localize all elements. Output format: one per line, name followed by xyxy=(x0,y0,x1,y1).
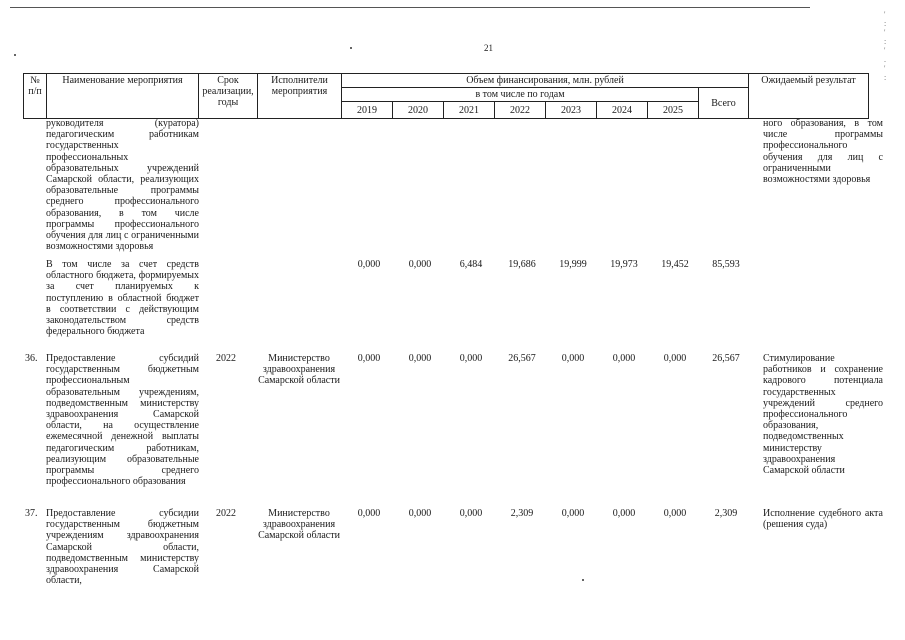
row-name: Предоставление субсидий государственным бюджетным профессиональным образовательным учреждениям, подведомственным министерству здравоохранения Самарской области, на осуществление ежемесячной денежной выплаты педагогическим работникам, реализующим образовательные программы среднего профессионального образования xyxy=(46,353,199,488)
header-total: Всего xyxy=(699,88,749,119)
row-executor: Министерство здравоохранения Самарской области xyxy=(258,508,340,542)
scan-edge-noise: ' : ' : ' . ' : xyxy=(884,10,887,82)
row-total: 26,567 xyxy=(712,353,740,364)
row-value-2021: 6,484 xyxy=(459,259,483,270)
row-result: Стимулирование работников и сохранение кадрового потенциала государственных учреждений среднего профессионального образования, подведомственных министерству здравоохранения Самарской области xyxy=(763,353,883,477)
row-value-2024: 0,000 xyxy=(612,353,636,364)
row-total: 85,593 xyxy=(712,259,740,270)
row-value-2024: 19,973 xyxy=(610,259,638,270)
row-value-2025: 19,452 xyxy=(661,259,689,270)
row-value-2023: 0,000 xyxy=(561,508,585,519)
row-value-2025: 0,000 xyxy=(663,508,687,519)
row-name: Предоставление субсидии государственным бюджетным учреждениям здравоохранения Самарской области, подведомственным министерству здравоохранения Самарской области, xyxy=(46,508,199,587)
header-name: Наименование мероприятия xyxy=(47,74,199,119)
header-result: Ожидаемый результат xyxy=(749,74,869,119)
row-value-2019: 0,000 xyxy=(357,353,381,364)
header-term: Срок реализации, годы xyxy=(199,74,258,119)
row-name: В том числе за счет средств областного бюджета, формируемых за счет планируемых к поступлению в областной бюджет в соответствии с действующим законодательством средств федерального бюджета xyxy=(46,259,199,338)
header-year: 2021 xyxy=(444,102,495,119)
scan-speck xyxy=(582,579,584,581)
row-number: 37. xyxy=(25,508,38,519)
row-value-2023: 19,999 xyxy=(559,259,587,270)
header-year: 2022 xyxy=(495,102,546,119)
row-value-2020: 0,000 xyxy=(408,508,432,519)
row-value-2021: 0,000 xyxy=(459,353,483,364)
row-result: Исполнение судебного акта (решения суда) xyxy=(763,508,883,531)
header-year: 2019 xyxy=(342,102,393,119)
row-value-2021: 0,000 xyxy=(459,508,483,519)
row-value-2025: 0,000 xyxy=(663,353,687,364)
row-value-2020: 0,000 xyxy=(408,353,432,364)
header-exec: Исполнители мероприятия xyxy=(258,74,342,119)
header-year: 2025 xyxy=(648,102,699,119)
row-total: 2,309 xyxy=(714,508,738,519)
row-result: ного образования, в том числе программы профессионального обучения для лиц с ограниченными возможностями здоровья xyxy=(763,118,883,186)
row-value-2024: 0,000 xyxy=(612,508,636,519)
table-header xyxy=(23,73,869,119)
header-num: № п/п xyxy=(24,74,47,119)
row-value-2020: 0,000 xyxy=(408,259,432,270)
row-value-2019: 0,000 xyxy=(357,259,381,270)
row-name: руководителя (куратора) педагогическим работникам государственных профессиональных образовательных учреждений Самарской области, реализующих образовательные программы среднего профессионального образования, в том числе программы профессионального обучения для лиц с ограниченными возможностями здоровья xyxy=(46,118,199,253)
scan-speck xyxy=(350,47,352,49)
row-executor: Министерство здравоохранения Самарской области xyxy=(258,353,340,387)
header-year: 2020 xyxy=(393,102,444,119)
header-funding: Объем финансирования, млн. рублей xyxy=(342,74,749,88)
header-year: 2023 xyxy=(546,102,597,119)
row-number: 36. xyxy=(25,353,38,364)
header-year: 2024 xyxy=(597,102,648,119)
header-by-years: в том числе по годам xyxy=(342,88,699,102)
scan-speck xyxy=(14,54,16,56)
row-term: 2022 xyxy=(216,353,236,364)
row-value-2022: 2,309 xyxy=(510,508,534,519)
row-value-2022: 26,567 xyxy=(508,353,536,364)
row-term: 2022 xyxy=(216,508,236,519)
row-value-2019: 0,000 xyxy=(357,508,381,519)
page-number: 21 xyxy=(484,43,493,53)
top-rule xyxy=(10,7,810,8)
row-value-2023: 0,000 xyxy=(561,353,585,364)
row-value-2022: 19,686 xyxy=(508,259,536,270)
